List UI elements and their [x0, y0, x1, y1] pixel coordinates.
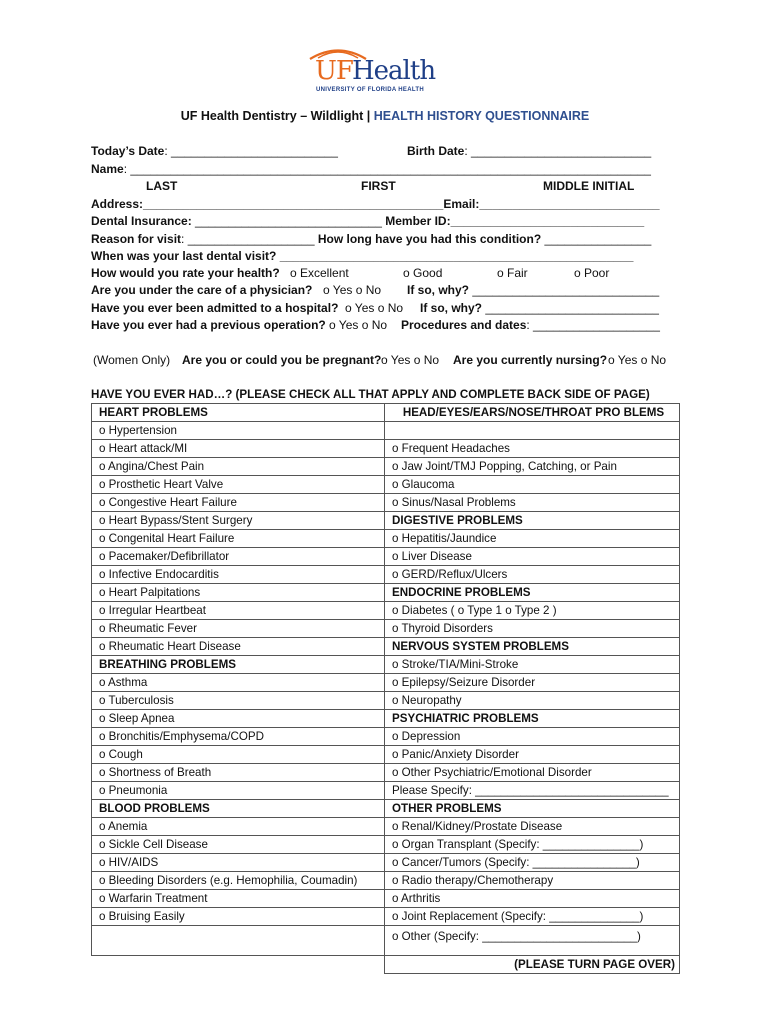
- empty-cell: [385, 422, 680, 440]
- empty-cell: [92, 956, 385, 974]
- logo-uf-text: UF: [315, 56, 353, 86]
- category-heading: NERVOUS SYSTEM PROBLEMS: [385, 638, 680, 656]
- table-row: [92, 440, 680, 458]
- condition-checkbox-item[interactable]: o Arthritis: [385, 890, 680, 908]
- pregnant-yes-no[interactable]: o Yes o No: [381, 353, 440, 367]
- condition-checkbox-item[interactable]: o Cancer/Tumors (Specify: ________________): [385, 854, 680, 872]
- logo-subtitle: UNIVERSITY OF FLORIDA HEALTH: [316, 87, 424, 93]
- rate-poor-option[interactable]: o Poor: [574, 266, 610, 280]
- table-row: [92, 800, 680, 818]
- women-only-label: (Women Only): [93, 353, 171, 367]
- table-row: [92, 656, 680, 674]
- condition-checkbox-item[interactable]: o Infective Endocarditis: [92, 566, 385, 584]
- condition-checkbox-item[interactable]: o Panic/Anxiety Disorder: [385, 746, 680, 764]
- section-heading: HAVE YOU EVER HAD…? (PLEASE CHECK ALL THAT APPLY AND COMPLETE BACK SIDE OF PAGE): [91, 388, 650, 401]
- table-row: [92, 458, 680, 476]
- category-heading: PSYCHIATRIC PROBLEMS: [385, 710, 680, 728]
- table-row: [92, 584, 680, 602]
- category-heading: BREATHING PROBLEMS: [92, 656, 385, 674]
- todays-date-field[interactable]: Today’s Date: _________________________: [91, 144, 338, 158]
- table-row: [92, 872, 680, 890]
- procedures-label: Procedures and dates: [401, 318, 527, 332]
- table-row: [92, 566, 680, 584]
- category-heading: OTHER PROBLEMS: [385, 800, 680, 818]
- nursing-yes-no[interactable]: o Yes o No: [608, 353, 667, 367]
- last-dental-visit-field[interactable]: When was your last dental visit? _____________________________________________________: [91, 249, 634, 263]
- nursing-question: Are you currently nursing?: [453, 353, 608, 367]
- todays-date-label: Today’s Date: [91, 144, 165, 158]
- table-row: [92, 422, 680, 440]
- rate-fair-option[interactable]: o Fair: [497, 266, 528, 280]
- condition-checkbox-item[interactable]: o Organ Transplant (Specify: _______________): [385, 836, 680, 854]
- name-label: Name: [91, 162, 124, 176]
- condition-checkbox-item[interactable]: o Bronchitis/Emphysema/COPD: [92, 728, 385, 746]
- physician-why-field[interactable]: If so, why? ____________________________: [407, 283, 660, 297]
- table-row: [92, 854, 680, 872]
- condition-checkbox-item[interactable]: o Hepatitis/Jaundice: [385, 530, 680, 548]
- heart-problems-header: HEART PROBLEMS: [92, 404, 385, 422]
- condition-checkbox-item[interactable]: o Renal/Kidney/Prostate Disease: [385, 818, 680, 836]
- logo-health-text: Health: [352, 56, 436, 86]
- medical-history-table: [91, 403, 680, 974]
- category-heading: DIGESTIVE PROBLEMS: [385, 512, 680, 530]
- rate-health-label: How would you rate your health?: [91, 266, 280, 280]
- condition-checkbox-item[interactable]: o Rheumatic Fever: [92, 620, 385, 638]
- physician-why-label: If so, why?: [407, 283, 470, 297]
- address-field[interactable]: Address:_____________________________________________Email:___________________________: [91, 197, 660, 211]
- category-heading: BLOOD PROBLEMS: [92, 800, 385, 818]
- condition-checkbox-item[interactable]: o Rheumatic Heart Disease: [92, 638, 385, 656]
- uf-health-logo: [300, 46, 450, 98]
- procedures-field[interactable]: Procedures and dates: ___________________: [401, 318, 660, 332]
- condition-checkbox-item[interactable]: o Liver Disease: [385, 548, 680, 566]
- condition-checkbox-item[interactable]: o Heart Palpitations: [92, 584, 385, 602]
- table-row: [92, 836, 680, 854]
- condition-checkbox-item[interactable]: o Diabetes ( o Type 1 o Type 2 ): [385, 602, 680, 620]
- category-heading: ENDOCRINE PROBLEMS: [385, 584, 680, 602]
- condition-checkbox-item[interactable]: o Bleeding Disorders (e.g. Hemophilia, Coumadin): [92, 872, 385, 890]
- table-row: [92, 908, 680, 926]
- middle-initial-caption: MIDDLE INITIAL: [543, 179, 635, 193]
- condition-checkbox-item[interactable]: o Joint Replacement (Specify: ______________): [385, 908, 680, 926]
- condition-checkbox-item[interactable]: o Sinus/Nasal Problems: [385, 494, 680, 512]
- table-header-row: [92, 404, 680, 422]
- table-row: [92, 728, 680, 746]
- condition-checkbox-item[interactable]: o Congenital Heart Failure: [92, 530, 385, 548]
- table-row: [92, 530, 680, 548]
- page-title-accent: HEALTH HISTORY QUESTIONNAIRE: [373, 109, 590, 123]
- member-id-label: Member ID:: [385, 214, 451, 228]
- name-field[interactable]: Name: ______________________________________________________________________________: [91, 162, 651, 176]
- condition-checkbox-item[interactable]: o Neuropathy: [385, 692, 680, 710]
- heent-problems-header: HEAD/EYES/EARS/NOSE/THROAT PRO BLEMS: [385, 404, 680, 422]
- condition-checkbox-item[interactable]: o Thyroid Disorders: [385, 620, 680, 638]
- condition-checkbox-item[interactable]: o Depression: [385, 728, 680, 746]
- address-label: Address:: [91, 197, 144, 211]
- condition-checkbox-item[interactable]: o Asthma: [92, 674, 385, 692]
- condition-checkbox-item[interactable]: o Hypertension: [92, 422, 385, 440]
- table-row: [92, 764, 680, 782]
- dental-insurance-field[interactable]: Dental Insurance: ____________________________ Member ID:_____________________________: [91, 214, 645, 228]
- condition-checkbox-item[interactable]: o Cough: [92, 746, 385, 764]
- dental-insurance-label: Dental Insurance:: [91, 214, 196, 228]
- condition-checkbox-item[interactable]: o Pneumonia: [92, 782, 385, 800]
- birth-date-field[interactable]: Birth Date: ___________________________: [407, 144, 652, 158]
- pregnant-question: Are you or could you be pregnant?: [182, 353, 382, 367]
- reason-for-visit-label: Reason for visit: [91, 232, 182, 246]
- condition-checkbox-item[interactable]: o Other (Specify: ________________________): [385, 926, 680, 956]
- condition-checkbox-item[interactable]: o Angina/Chest Pain: [92, 458, 385, 476]
- table-row: [92, 674, 680, 692]
- hospital-why-field[interactable]: If so, why? __________________________: [420, 301, 659, 315]
- condition-checkbox-item[interactable]: o Other Psychiatric/Emotional Disorder: [385, 764, 680, 782]
- how-long-label: How long have you had this condition?: [317, 232, 542, 246]
- table-row: [92, 548, 680, 566]
- condition-checkbox-item[interactable]: o Radio therapy/Chemotherapy: [385, 872, 680, 890]
- rate-good-option[interactable]: o Good: [403, 266, 443, 280]
- turn-page-over-note: (PLEASE TURN PAGE OVER): [385, 956, 680, 974]
- condition-checkbox-item[interactable]: o GERD/Reflux/Ulcers: [385, 566, 680, 584]
- physician-label: Are you under the care of a physician?: [91, 283, 313, 297]
- page-title: [0, 109, 770, 123]
- condition-checkbox-item[interactable]: o Anemia: [92, 818, 385, 836]
- operation-yes-no[interactable]: o Yes o No: [329, 318, 388, 332]
- table-row: [92, 494, 680, 512]
- condition-checkbox-item[interactable]: o Heart Bypass/Stent Surgery: [92, 512, 385, 530]
- physician-yes-no[interactable]: o Yes o No: [323, 283, 382, 297]
- table-row: [92, 638, 680, 656]
- birth-date-label: Birth Date: [407, 144, 465, 158]
- condition-checkbox-item[interactable]: o Stroke/TIA/Mini-Stroke: [385, 656, 680, 674]
- last-name-caption: LAST: [146, 179, 178, 193]
- condition-checkbox-item[interactable]: o Warfarin Treatment: [92, 890, 385, 908]
- condition-checkbox-item[interactable]: o Irregular Heartbeat: [92, 602, 385, 620]
- condition-checkbox-item[interactable]: o Heart attack/MI: [92, 440, 385, 458]
- empty-cell: [92, 926, 385, 956]
- first-name-caption: FIRST: [361, 179, 396, 193]
- table-row: [92, 710, 680, 728]
- physician-question: [91, 283, 312, 297]
- condition-checkbox-item[interactable]: o HIV/AIDS: [92, 854, 385, 872]
- table-row: [92, 782, 680, 800]
- condition-checkbox-item[interactable]: o Congestive Heart Failure: [92, 494, 385, 512]
- last-dental-visit-label: When was your last dental visit?: [91, 249, 277, 263]
- condition-checkbox-item[interactable]: Please Specify: ______________________________: [385, 782, 680, 800]
- operation-question: Have you ever had a previous operation?: [91, 318, 326, 332]
- condition-checkbox-item[interactable]: o Pacemaker/Defibrillator: [92, 548, 385, 566]
- table-row: [92, 476, 680, 494]
- email-label: Email:: [443, 197, 480, 211]
- condition-checkbox-item[interactable]: o Shortness of Breath: [92, 764, 385, 782]
- condition-checkbox-item[interactable]: o Sleep Apnea: [92, 710, 385, 728]
- condition-checkbox-item[interactable]: o Tuberculosis: [92, 692, 385, 710]
- table-footer-row: [92, 956, 680, 974]
- table-row: [92, 620, 680, 638]
- table-row: [92, 692, 680, 710]
- condition-checkbox-item[interactable]: o Bruising Easily: [92, 908, 385, 926]
- reason-for-visit-field[interactable]: Reason for visit: ___________________ How long have you had this condition? ________________: [91, 232, 652, 246]
- hospital-question: Have you ever been admitted to a hospital?: [91, 301, 339, 315]
- condition-checkbox-item[interactable]: o Frequent Headaches: [385, 440, 680, 458]
- table-row: [92, 602, 680, 620]
- table-row: [92, 818, 680, 836]
- condition-checkbox-item[interactable]: o Jaw Joint/TMJ Popping, Catching, or Pain: [385, 458, 680, 476]
- hospital-yes-no[interactable]: o Yes o No: [345, 301, 404, 315]
- table-row: [92, 926, 680, 956]
- rate-excellent-option[interactable]: o Excellent: [290, 266, 349, 280]
- condition-checkbox-item[interactable]: o Prosthetic Heart Valve: [92, 476, 385, 494]
- condition-checkbox-item[interactable]: o Glaucoma: [385, 476, 680, 494]
- condition-checkbox-item[interactable]: o Epilepsy/Seizure Disorder: [385, 674, 680, 692]
- table-row: [92, 512, 680, 530]
- condition-checkbox-item[interactable]: o Sickle Cell Disease: [92, 836, 385, 854]
- table-row: [92, 890, 680, 908]
- page-title-main: UF Health Dentistry – Wildlight |: [180, 109, 374, 123]
- table-row: [92, 746, 680, 764]
- hospital-why-label: If so, why?: [420, 301, 483, 315]
